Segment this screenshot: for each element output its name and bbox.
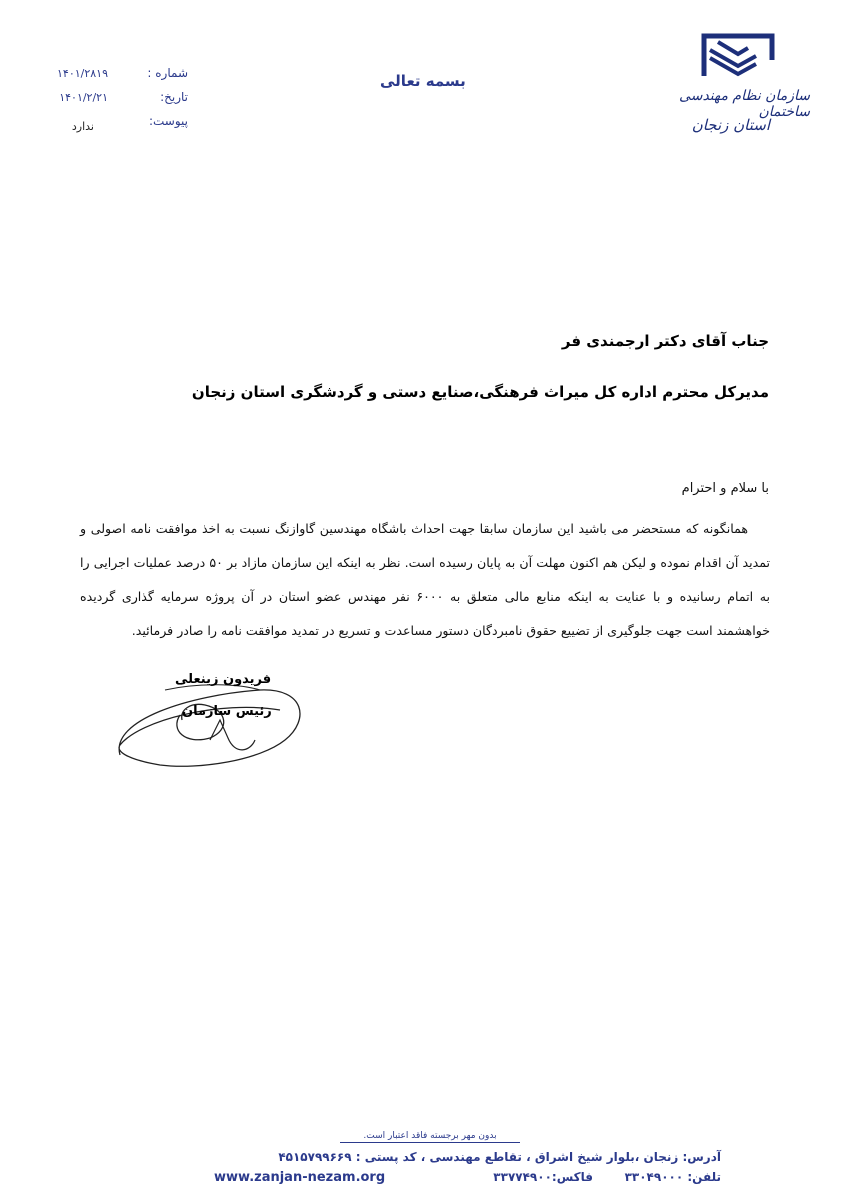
recipient-title: مدیرکل محترم اداره کل میراث فرهنگی،صنایع دستی و گردشگری استان زنجان <box>191 383 769 401</box>
signatory-name: فریدون زینعلی <box>175 672 272 687</box>
attachment-label: پیوست: <box>148 114 188 128</box>
footer-fax: فاکس:۳۳۷۷۴۹۰۰ <box>493 1170 593 1184</box>
footer-website-link[interactable]: www.zanjan-nezam.org <box>214 1170 386 1185</box>
recipient-name: جناب آقای دکتر ارجمندی فر <box>561 332 769 350</box>
logo-line-2: استان زنجان <box>691 116 770 134</box>
logo-line-1: سازمان نظام مهندسی ساختمان <box>679 88 810 120</box>
footer-validity-note: بدون مهر برجسته فاقد اعتبار است. <box>340 1131 520 1143</box>
attachment-value: ندارد <box>71 120 94 133</box>
letter-body <box>80 512 770 648</box>
building-logo-icon <box>698 30 778 82</box>
number-value: ۱۴۰۱/۲۸۱۹ <box>57 67 108 80</box>
date-value: ۱۴۰۱/۲/۲۱ <box>59 91 108 104</box>
footer-address: آدرس: زنجان ،بلوار شیخ اشراق ، تقاطع مهندسی ، کد پستی : ۴۵۱۵۷۹۹۶۶۹ <box>278 1150 721 1164</box>
footer-contact-row <box>210 1170 721 1190</box>
letter-greeting: با سلام و احترام <box>681 481 769 496</box>
number-label: شماره : <box>147 66 188 80</box>
organization-logo <box>660 30 810 150</box>
signatory-title: رئیس سازمان <box>182 704 272 719</box>
letter-body-paragraph: همانگونه که مستحضر می باشید این سازمان سابقا جهت احداث باشگاه مهندسین گاوازنگ نسبت به اخذ موافقت نامه اصولی و تمدید آن اقدام نموده و لیکن هم اکنون مهلت آن به پایان رسیده است. نظر به اینکه این سازمان مازاد بر ۵۰ درصد عملیات اجرایی را به اتمام رسانیده و با عنایت به اینکه منابع مالی متعلق به ۶۰۰۰ نفر مهندس عضو استان در آن پروژه سرمایه گذاری گردیده خواهشمند است جهت جلوگیری از تضییع حقوق نامبردگان دستور مساعدت و تسریع در تمدید موافقت نامه را صادر فرمائید. <box>80 521 771 638</box>
basmala-heading: بسمه تعالی <box>380 72 466 90</box>
date-label: تاریخ: <box>160 90 188 104</box>
signature-block <box>110 660 310 780</box>
footer-phone: تلفن: ۳۳۰۴۹۰۰۰ <box>624 1170 721 1184</box>
